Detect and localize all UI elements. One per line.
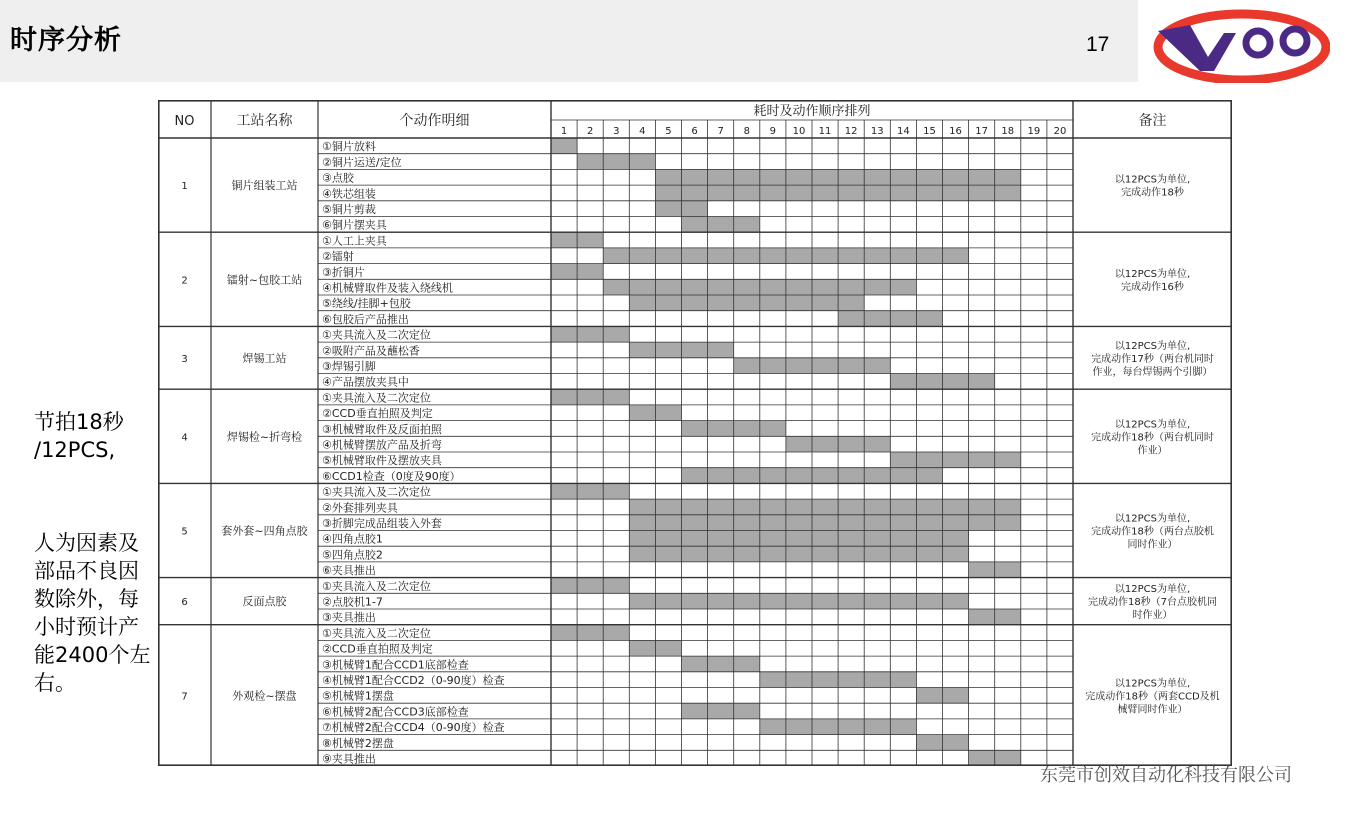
company-name: 东莞市创效自动化科技有限公司 (1040, 765, 1292, 786)
action-label: ⑥夹具推出 (322, 564, 376, 578)
action-label: ⑥包胶后产品推出 (322, 312, 409, 326)
station-remark-line: 以12PCS为单位, (1114, 678, 1191, 690)
cycle-time-line1: 节拍18秒 (34, 410, 124, 434)
cycle-time-note (34, 408, 144, 464)
station-remark-line: 以12PCS为单位, (1114, 174, 1191, 186)
action-label: ②镭射 (322, 250, 354, 264)
station-name: 反面点胶 (242, 595, 287, 609)
timeline-bar (890, 452, 1021, 468)
second-label: 12 (844, 126, 858, 137)
action-label: ②吸附产品及蘸松香 (322, 344, 420, 358)
timeline-bar (682, 656, 760, 672)
station-name: 焊锡工站 (242, 351, 287, 365)
timeline-bar (551, 326, 629, 342)
station-no: 2 (181, 275, 188, 287)
header-timeline: 耗时及动作顺序排列 (753, 104, 871, 119)
timeline-bar (682, 217, 760, 233)
logo-letter-a (1246, 31, 1270, 55)
header-no: NO (174, 114, 195, 129)
timeline-bar (629, 546, 968, 562)
station-remark-line: 作业，每台焊锡两个引脚） (1092, 366, 1213, 378)
station-remark-line: 完成动作16秒 (1121, 281, 1184, 293)
action-label: ①铜片放料 (322, 140, 376, 154)
station-no: 5 (181, 526, 188, 538)
action-label: ⑧机械臂2摆盘 (322, 736, 394, 750)
action-label: ④机械臂摆放产品及折弯 (322, 438, 442, 452)
action-label: ②CCD垂直拍照及判定 (322, 642, 433, 656)
second-label: 16 (949, 126, 962, 137)
action-label: ⑥铜片摆夹具 (322, 218, 387, 232)
station-no: 6 (181, 597, 188, 609)
station-remark-line: 以12PCS为单位, (1114, 340, 1191, 352)
action-label: ①夹具流入及二次定位 (322, 391, 431, 405)
page-number: 17 (1086, 33, 1110, 56)
timeline-bar (551, 483, 629, 499)
station-remark-line: 作业） (1137, 445, 1168, 457)
second-label: 3 (613, 126, 620, 137)
title-bar (0, 0, 1138, 82)
second-label: 13 (870, 126, 884, 137)
station-no: 1 (181, 181, 188, 193)
station-remark-line: 完成动作18秒（7台点胶机同 (1087, 597, 1218, 609)
second-label: 14 (896, 126, 910, 137)
second-label: 19 (1027, 126, 1041, 137)
station-remark-line: 完成动作18秒（两台点胶机 (1091, 526, 1214, 538)
action-label: ④四角点胶1 (322, 532, 383, 546)
station-remark-line: 以12PCS为单位, (1114, 419, 1191, 431)
station-remark-line: 械臂同时作业） (1117, 704, 1188, 716)
station-remark-line: 同时作业） (1127, 539, 1178, 551)
action-label: ①夹具流入及二次定位 (322, 579, 431, 593)
action-label: ⑥机械臂2配合CCD3底部检查 (322, 705, 469, 719)
second-label: 4 (639, 126, 646, 137)
second-label: 17 (975, 126, 989, 137)
header-action: 个动作明细 (399, 113, 470, 129)
action-label: ③机械臂1配合CCD1底部检查 (322, 658, 469, 672)
second-label: 20 (1053, 126, 1067, 137)
action-label: ③机械臂取件及反面拍照 (322, 422, 442, 436)
action-label: ①夹具流入及二次定位 (322, 485, 431, 499)
page-title: 时序分析 (10, 25, 122, 56)
action-label: ③折铜片 (322, 265, 365, 279)
action-label: ⑤绕线/挂脚+包胶 (322, 297, 411, 311)
action-label: ③折脚完成品组装入外套 (322, 517, 442, 530)
timeline-bar (629, 295, 864, 311)
action-label: ⑤机械臂1摆盘 (322, 689, 394, 703)
action-label: ⑤四角点胶2 (322, 548, 383, 562)
action-label: ⑤机械臂取件及摆放夹具 (322, 454, 442, 468)
logo-letter-o (1283, 29, 1307, 53)
timeline-bar (629, 515, 1021, 531)
second-label: 2 (586, 126, 594, 137)
action-label: ③夹具推出 (322, 611, 376, 625)
action-label: ④机械臂取件及装入绕线机 (322, 281, 453, 295)
station-name: 铜片组装工站 (231, 179, 298, 193)
company-logo (1150, 5, 1330, 83)
timeline-bar (629, 531, 968, 547)
action-label: ⑦机械臂2配合CCD4（0-90度）检查 (322, 721, 505, 735)
timing-table (158, 100, 1232, 766)
cycle-time-line2: /12PCS, (34, 438, 116, 462)
second-label: 18 (1001, 126, 1015, 137)
action-label: ①夹具流入及二次定位 (322, 328, 431, 342)
action-label: ①人工上夹具 (322, 234, 387, 248)
station-name: 焊锡检~折弯检 (226, 430, 303, 444)
timeline-bar (629, 593, 968, 609)
station-remark-line: 完成动作18秒（两套CCD及机 (1085, 691, 1220, 703)
action-label: ③点胶 (322, 171, 354, 185)
station-remark-line: 以12PCS为单位, (1114, 513, 1191, 525)
action-label: ①夹具流入及二次定位 (322, 626, 431, 640)
station-remark-line: 以12PCS为单位, (1114, 268, 1191, 280)
header-remark: 备注 (1138, 113, 1167, 129)
action-label: ⑤铜片剪裁 (322, 203, 376, 216)
action-label: ④机械臂1配合CCD2（0-90度）检查 (322, 674, 505, 687)
second-label: 10 (792, 126, 806, 137)
timeline-bar (577, 154, 655, 170)
action-label: ②铜片运送/定位 (322, 155, 402, 169)
second-label: 1 (560, 126, 568, 137)
timeline-bar (551, 389, 629, 405)
station-name: 镭射~包胶工站 (226, 273, 303, 287)
timeline-bar (682, 703, 760, 719)
station-name: 外观检~摆盘 (232, 689, 297, 703)
second-label: 7 (717, 126, 724, 137)
second-label: 8 (743, 126, 750, 137)
station-remark-line: 完成动作18秒 (1121, 187, 1184, 199)
action-label: ②点胶机1-7 (322, 595, 383, 609)
second-label: 15 (923, 126, 936, 137)
station-no: 7 (181, 691, 188, 703)
station-remark-line: 以12PCS为单位, (1114, 584, 1191, 596)
action-label: ⑨夹具推出 (322, 752, 376, 766)
second-label: 5 (665, 126, 672, 137)
action-label: ⑥CCD1检查（0度及90度） (322, 469, 461, 483)
action-label: ②外套排列夹具 (322, 501, 398, 515)
station-remark-line: 完成动作17秒（两台机同时 (1091, 353, 1214, 365)
timeline-bar (629, 499, 1021, 515)
station-no: 3 (181, 353, 188, 365)
capacity-note: 人为因素及部品不良因数除外，每小时预计产能2400个左右。 (34, 531, 151, 695)
second-label: 9 (769, 126, 777, 137)
station-no: 4 (181, 432, 188, 444)
station-name: 套外套~四角点胶 (221, 524, 308, 538)
timeline-bar (551, 625, 629, 641)
action-label: ③焊锡引脚 (322, 360, 376, 373)
action-label: ④产品摆放夹具中 (322, 375, 409, 389)
station-remark-line: 完成动作18秒（两台机同时 (1091, 432, 1214, 444)
action-label: ②CCD垂直拍照及判定 (322, 407, 433, 421)
station-remark-line: 时作业） (1132, 610, 1173, 622)
action-label: ④铁芯组装 (322, 187, 376, 201)
second-label: 11 (818, 126, 832, 137)
timeline-bar (551, 578, 629, 594)
timeline-bar (551, 138, 577, 154)
second-label: 6 (691, 126, 698, 137)
header-station: 工站名称 (236, 113, 293, 129)
